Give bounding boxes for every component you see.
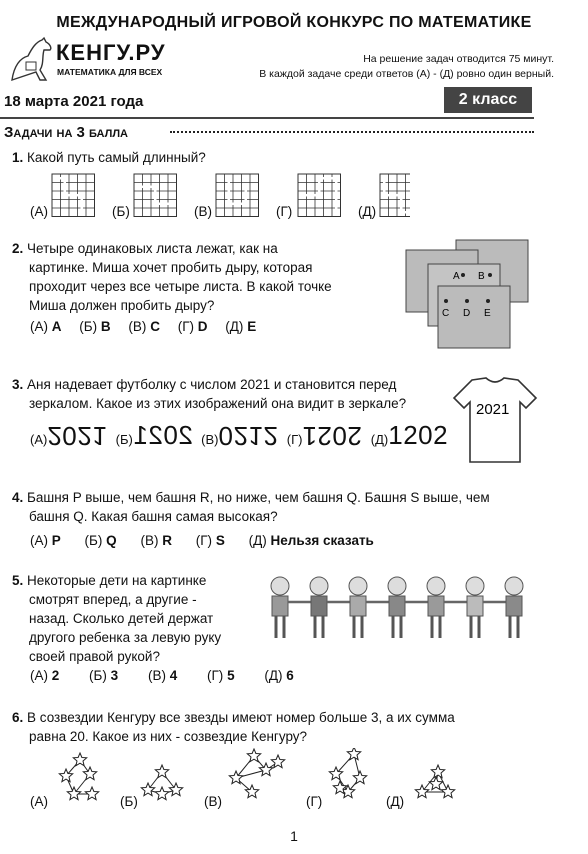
section-dotted-leader	[170, 131, 534, 133]
question-1	[12, 148, 206, 167]
question-number: 5.	[12, 573, 24, 588]
q4-option-b[interactable]: (Б) Q	[84, 533, 117, 548]
brand-name: КЕНГУ.РУ	[56, 40, 166, 65]
star-icon	[155, 787, 168, 800]
q1-label-a[interactable]: (А)	[30, 204, 48, 219]
path-grid-1	[52, 174, 95, 217]
question-3	[12, 375, 452, 413]
star-icon	[85, 787, 98, 800]
tshirt-figure	[452, 376, 538, 471]
question-2	[12, 239, 392, 315]
question-text-line: Некоторые дети на картинке	[27, 573, 207, 588]
path-grid-3	[216, 174, 259, 217]
section-title: Задачи на 3 балла	[4, 124, 129, 141]
star-icon	[73, 753, 86, 766]
q2-option-a[interactable]: (А) A	[30, 319, 62, 334]
point-label-a: A	[453, 271, 460, 282]
star-icon	[155, 765, 168, 778]
q4-option-e[interactable]: (Д) Нельзя сказать	[248, 533, 374, 548]
q1-path-grids	[30, 172, 410, 220]
question-text-line: зеркалом. Какое из этих изображений она видит в зеркале?	[29, 396, 407, 411]
q5-option-c[interactable]: (В) 4	[147, 668, 178, 683]
point-label-d: D	[463, 308, 471, 319]
q4-answers	[30, 533, 374, 548]
q4-option-a[interactable]: (А) P	[30, 533, 61, 548]
kangaroo-logo-icon	[6, 36, 54, 87]
star-icon	[271, 755, 284, 768]
brand-subtitle: МАТЕМАТИКА ДЛЯ ВСЕХ	[57, 67, 163, 77]
contest-title: МЕЖДУНАРОДНЫЙ ИГРОВОЙ КОНКУРС ПО МАТЕМАТИКЕ	[56, 14, 532, 31]
question-number: 4.	[12, 490, 24, 505]
path-grid-5	[380, 174, 410, 217]
star-icon	[429, 777, 442, 790]
q6-label-d[interactable]: (Г)	[306, 794, 323, 809]
q5-option-e[interactable]: (Д) 6	[264, 668, 294, 683]
q3-option-e[interactable]: (Д)1202	[370, 420, 449, 450]
question-text: Какой путь самый длинный?	[27, 150, 206, 165]
question-text-line: Башня P выше, чем башня R, но ниже, чем башня Q. Башня S выше, чем	[27, 490, 490, 505]
stacked-sheets-figure	[404, 238, 532, 355]
q2-answers	[30, 319, 256, 334]
child-figure	[466, 577, 506, 638]
star-icon	[169, 783, 182, 796]
star-icon	[247, 749, 260, 762]
question-text-line: Миша должен пробить дыру?	[29, 298, 215, 313]
question-text-line: Аня надевает футболку с числом 2021 и становится перед	[27, 377, 397, 392]
header-divider	[0, 117, 534, 119]
q6-label-e[interactable]: (Д)	[386, 794, 405, 809]
q1-options	[30, 172, 410, 225]
q6-label-c[interactable]: (В)	[204, 794, 222, 809]
q1-label-e[interactable]: (Д)	[358, 204, 377, 219]
child-figure	[388, 577, 428, 638]
contest-info	[259, 52, 554, 82]
grade-badge: 2 класс	[444, 87, 532, 113]
q3-option-a[interactable]: (А)2021	[30, 421, 108, 451]
constellation-2	[141, 765, 182, 800]
child-figure	[271, 577, 311, 638]
question-text-line: картинке. Миша хочет пробить дыру, которая	[29, 260, 313, 275]
question-text-line: В созвездии Кенгуру все звезды имеют номер больше 3, а их сумма	[27, 710, 455, 725]
question-text-line: равна 20. Какое из них - созвездие Кенгуру?	[29, 729, 308, 744]
q2-option-b[interactable]: (Б) B	[79, 319, 111, 334]
constellation-5	[415, 765, 454, 798]
question-text-line: назад. Сколько детей держат	[29, 611, 214, 626]
q1-label-b[interactable]: (Б)	[112, 204, 130, 219]
question-number: 6.	[12, 710, 24, 725]
question-number: 2.	[12, 241, 24, 256]
page-number: 1	[290, 828, 298, 844]
q3-answers	[30, 420, 448, 451]
q2-option-d[interactable]: (Г) D	[177, 319, 208, 334]
child-figure	[427, 577, 467, 638]
info-line-1: На решение задач отводится 75 минут.	[363, 53, 554, 65]
star-icon	[353, 771, 366, 784]
star-icon	[245, 785, 258, 798]
q1-label-d[interactable]: (Г)	[276, 204, 293, 219]
question-4	[12, 488, 552, 526]
question-text-line: другого ребенка за левую руку	[29, 630, 222, 645]
point-label-e: E	[484, 308, 491, 319]
question-text-line: своей правой рукой?	[29, 649, 160, 664]
question-text-line: проходит через все четыре листа. В какой точке	[29, 279, 332, 294]
child-figure	[349, 577, 389, 638]
constellation-3	[229, 749, 284, 798]
q5-answers	[30, 668, 294, 683]
child-figure	[310, 577, 350, 638]
path-grid-4	[298, 174, 341, 217]
q3-option-c[interactable]: (В)0212	[201, 421, 279, 451]
question-6	[12, 708, 552, 746]
children-figure	[262, 574, 534, 651]
q5-option-d[interactable]: (Г) 5	[207, 668, 235, 683]
info-line-2: В каждой задаче среди ответов (А) - (Д) ровно один верный.	[259, 68, 554, 80]
question-text-line: смотрят вперед, а другие -	[29, 592, 197, 607]
question-text-line: Четыре одинаковых листа лежат, как на	[27, 241, 278, 256]
child-figure	[505, 577, 523, 638]
path-grid-2	[134, 174, 177, 217]
point-label-b: B	[478, 271, 485, 282]
q6-label-b[interactable]: (Б)	[120, 794, 138, 809]
question-text-line: башня Q. Какая башня самая высокая?	[29, 509, 278, 524]
constellation-1	[59, 753, 98, 800]
constellation-4	[329, 748, 366, 798]
q3-option-b[interactable]: (Б)2021	[115, 420, 193, 450]
q2-option-e[interactable]: (Д) E	[225, 319, 257, 334]
star-icon	[347, 748, 360, 760]
tshirt-number: 2021	[476, 401, 510, 418]
q6-label-a[interactable]: (А)	[30, 794, 48, 809]
q5-option-b[interactable]: (Б) 3	[89, 668, 119, 683]
star-icon	[441, 785, 454, 798]
star-icon	[83, 767, 96, 780]
q4-option-d[interactable]: (Г) S	[195, 533, 225, 548]
star-icon	[141, 783, 154, 796]
q1-label-c[interactable]: (В)	[194, 204, 212, 219]
question-number: 1.	[12, 150, 24, 165]
question-5	[12, 571, 252, 666]
q5-option-a[interactable]: (А) 2	[30, 668, 60, 683]
contest-date: 18 марта 2021 года	[4, 93, 144, 110]
q2-option-c[interactable]: (В) C	[128, 319, 160, 334]
point-label-c: C	[442, 308, 450, 319]
star-icon	[431, 765, 444, 778]
q4-option-c[interactable]: (В) R	[140, 533, 172, 548]
q3-option-d[interactable]: (Г)2021	[286, 421, 363, 451]
question-number: 3.	[12, 377, 24, 392]
